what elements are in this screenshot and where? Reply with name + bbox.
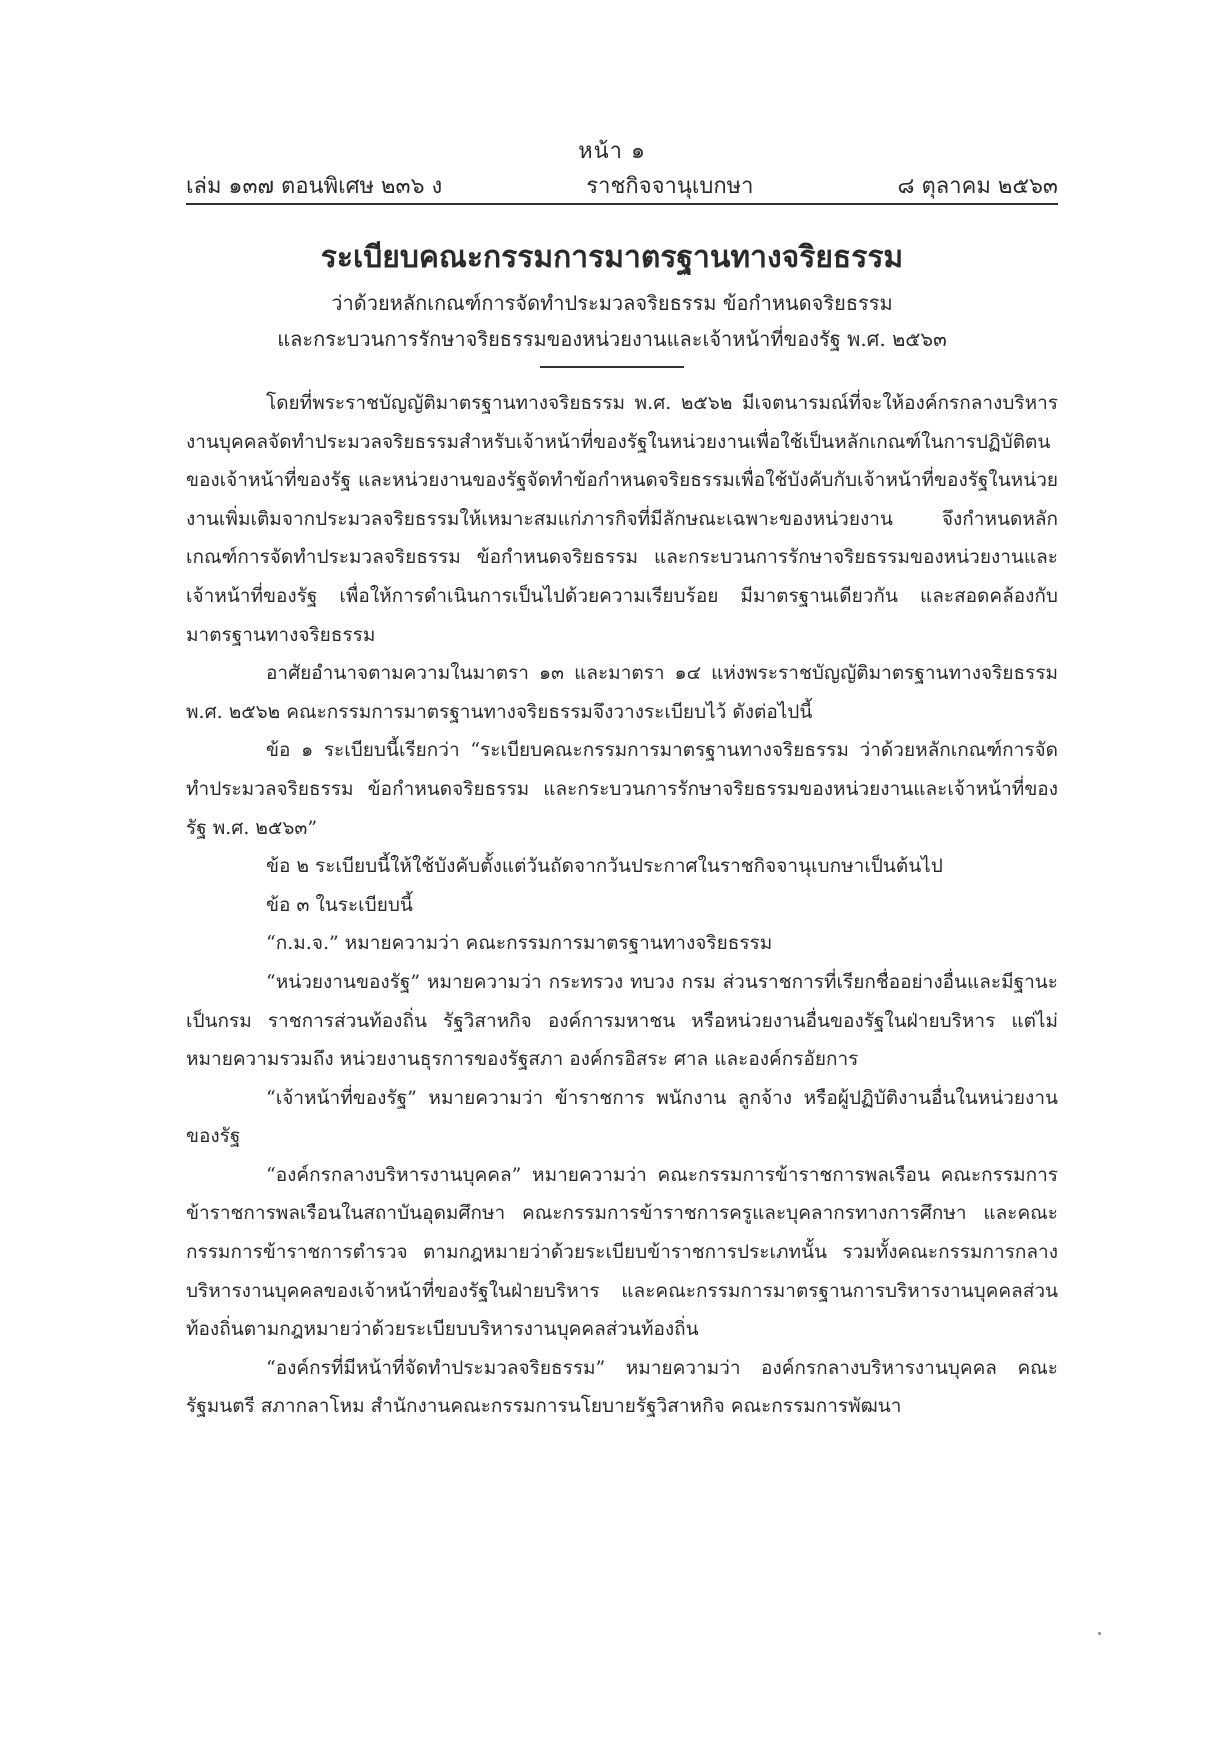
definition-code-drafting-org: “องค์กรที่มีหน้าที่จัดทำประมวลจริยธรรม” หมายความว่า องค์กรกลางบริหารงานบุคคล คณะรัฐมนตรี สภากลาโหม สำนักงานคณะกรรมการนโยบายรัฐวิสาหกิจ คณะกรรมการพัฒนา — [186, 1356, 1058, 1418]
document-subtitle-2: และกระบวนการรักษาจริยธรรมของหน่วยงานและเจ้าหน้าที่ของรัฐ พ.ศ. ๒๕๖๓ — [277, 327, 947, 351]
volume-issue: เล่ม ๑๓๗ ตอนพิเศษ ๒๓๖ ง — [186, 174, 443, 199]
scan-speck — [1098, 1632, 1101, 1635]
clause-3: ข้อ ๓ ในระเบียบนี้ — [266, 893, 413, 916]
publication-date: ๘ ตุลาคม ๒๕๖๓ — [897, 174, 1058, 199]
document-body — [186, 384, 1058, 1426]
definition-state-agency: “หน่วยงานของรัฐ” หมายความว่า กระทรวง ทบวง กรม ส่วนราชการที่เรียกชื่ออย่างอื่นและมีฐานะเป็นกรม ราชการส่วนท้องถิ่น รัฐวิสาหกิจ องค์การมหาชน หรือหน่วยงานอื่นของรัฐในฝ่ายบริหาร แต่ไม่หมายความรวมถึง หน่วยงานธุรการของรัฐสภา องค์กรอิสระ ศาล และองค์กรอัยการ — [186, 970, 1058, 1071]
definition-state-official: “เจ้าหน้าที่ของรัฐ” หมายความว่า ข้าราชการ พนักงาน ลูกจ้าง หรือผู้ปฏิบัติงานอื่นในหน่วยงานของรัฐ — [186, 1086, 1058, 1148]
preamble-paragraph: โดยที่พระราชบัญญัติมาตรฐานทางจริยธรรม พ.ศ. ๒๕๖๒ มีเจตนารมณ์ที่จะให้องค์กรกลางบริหารงานบุคคลจัดทำประมวลจริยธรรมสำหรับเจ้าหน้าที่ของรัฐในหน่วยงานเพื่อใช้เป็นหลักเกณฑ์ในการปฏิบัติตนของเจ้าหน้าที่ของรัฐ และหน่วยงานของรัฐจัดทำข้อกำหนดจริยธรรมเพื่อใช้บังคับกับเจ้าหน้าที่ของรัฐในหน่วยงานเพิ่มเติมจากประมวลจริยธรรมให้เหมาะสมแก่ภารกิจที่มีลักษณะเฉพาะของหน่วยงาน จึงกำหนดหลักเกณฑ์การจัดทำประมวลจริยธรรม ข้อกำหนดจริยธรรม และกระบวนการรักษาจริยธรรมของหน่วยงานและเจ้าหน้าที่ของรัฐ เพื่อให้การดำเนินการเป็นไปด้วยความเรียบร้อย มีมาตรฐานเดียวกัน และสอดคล้องกับมาตรฐานทางจริยธรรม — [186, 392, 1058, 646]
definition-commission: “ก.ม.จ.” หมายความว่า คณะกรรมการมาตรฐานทางจริยธรรม — [266, 932, 773, 955]
header-divider — [186, 203, 1058, 205]
clause-2: ข้อ ๒ ระเบียบนี้ให้ใช้บังคับตั้งแต่วันถัดจากวันประกาศในราชกิจจานุเบกษาเป็นต้นไป — [266, 855, 943, 878]
definition-central-personnel-org: “องค์กรกลางบริหารงานบุคคล” หมายความว่า คณะกรรมการข้าราชการพลเรือน คณะกรรมการข้าราชการพลเรือนในสถาบันอุดมศึกษา คณะกรรมการข้าราชการครูและบุคลากรทางการศึกษา และคณะกรรมการข้าราชการตำรวจ ตามกฎหมายว่าด้วยระเบียบข้าราชการประเภทนั้น รวมทั้งคณะกรรมการกลางบริหารงานบุคคลของเจ้าหน้าที่ของรัฐในฝ่ายบริหาร และคณะกรรมการมาตรฐานการบริหารงานบุคคลส่วนท้องถิ่นตามกฎหมายว่าด้วยระเบียบบริหารงานบุคคลส่วนท้องถิ่น — [186, 1163, 1058, 1341]
page-number: หน้า ๑ — [578, 139, 646, 164]
clause-1: ข้อ ๑ ระเบียบนี้เรียกว่า “ระเบียบคณะกรรมการมาตรฐานทางจริยธรรม ว่าด้วยหลักเกณฑ์การจัดทำประมวลจริยธรรม ข้อกำหนดจริยธรรม และกระบวนการรักษาจริยธรรมของหน่วยงานและเจ้าหน้าที่ของรัฐ พ.ศ. ๒๕๖๓” — [186, 739, 1058, 839]
gazette-name: ราชกิจจานุเบกษา — [586, 174, 754, 199]
title-divider — [540, 366, 684, 368]
gazette-header — [186, 168, 1058, 203]
document-subtitle-1: ว่าด้วยหลักเกณฑ์การจัดทำประมวลจริยธรรม ข้อกำหนดจริยธรรม — [331, 291, 893, 315]
authority-paragraph: อาศัยอำนาจตามความในมาตรา ๑๓ และมาตรา ๑๔ แห่งพระราชบัญญัติมาตรฐานทางจริยธรรม พ.ศ. ๒๕๖๒ คณะกรรมการมาตรฐานทางจริยธรรมจึงวางระเบียบไว้ ดังต่อไปนี้ — [186, 662, 1058, 723]
document-title: ระเบียบคณะกรรมการมาตรฐานทางจริยธรรม — [320, 240, 904, 275]
